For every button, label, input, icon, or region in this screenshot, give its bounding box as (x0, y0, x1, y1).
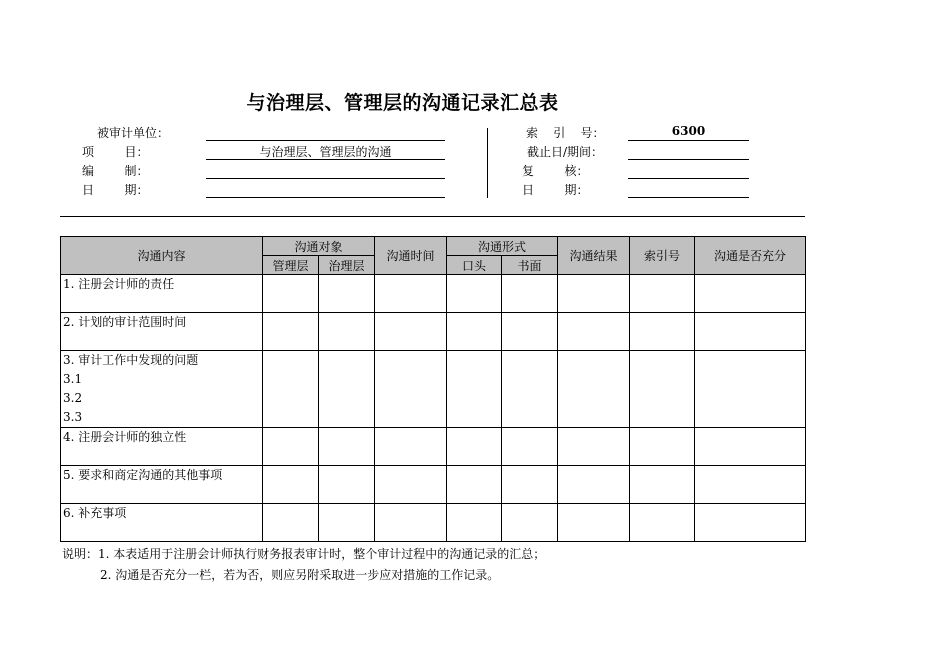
note-line-2: 2. 沟通是否充分一栏，若为否，则应另附采取进一步应对措施的工作记录。 (100, 568, 500, 582)
row-content-line: 3.1 (63, 372, 83, 386)
header-line-index (628, 140, 749, 141)
table-cell[interactable] (502, 466, 558, 504)
row-content-line: 3.3 (63, 410, 83, 424)
row-content-line: 3. 审计工作中发现的问题 (63, 353, 199, 367)
table-cell[interactable] (630, 275, 695, 313)
table-cell[interactable] (502, 351, 558, 428)
header-line-auditee (206, 140, 445, 141)
header-label-date-right: 日 期： (522, 183, 589, 197)
communication-table (60, 236, 806, 542)
table-cell[interactable] (263, 275, 319, 313)
row-content-line: 4. 注册会计师的独立性 (63, 430, 187, 444)
table-cell[interactable] (319, 466, 375, 504)
table-cell[interactable] (502, 313, 558, 351)
table-cell[interactable] (558, 504, 630, 542)
table-cell[interactable] (558, 275, 630, 313)
table-cell[interactable] (558, 313, 630, 351)
col-header-oral: 口头 (447, 256, 502, 275)
header-label-date-left: 日 期： (82, 183, 149, 197)
col-header-governance: 治理层 (319, 256, 375, 275)
note-line-1: 说明：1. 本表适用于注册会计师执行财务报表审计时，整个审计过程中的沟通记录的汇总； (62, 547, 546, 561)
table-cell[interactable] (630, 466, 695, 504)
table-cell[interactable] (263, 351, 319, 428)
table-cell[interactable] (695, 275, 806, 313)
table-cell[interactable] (695, 428, 806, 466)
table-cell[interactable] (375, 428, 447, 466)
table-cell[interactable] (630, 351, 695, 428)
row-content-cell (61, 428, 263, 466)
table-cell[interactable] (447, 351, 502, 428)
table-cell[interactable] (447, 428, 502, 466)
table-row (61, 466, 806, 504)
table-cell[interactable] (695, 351, 806, 428)
page-title: 与治理层、管理层的沟通记录汇总表 (246, 92, 559, 114)
table-cell[interactable] (558, 428, 630, 466)
row-content-cell (61, 466, 263, 504)
row-content-line: 5. 要求和商定沟通的其他事项 (63, 468, 223, 482)
col-header-adequate: 沟通是否充分 (695, 237, 806, 275)
header-line-period (628, 159, 749, 160)
col-header-index: 索引号 (630, 237, 695, 275)
table-row (61, 275, 806, 313)
header-label-index: 索 引 号： (526, 126, 605, 140)
row-content-cell (61, 275, 263, 313)
row-content-line: 3.2 (63, 391, 83, 405)
table-row (61, 351, 806, 428)
table-cell[interactable] (558, 466, 630, 504)
header-line-review (628, 178, 749, 179)
section-divider (60, 216, 805, 217)
table-cell[interactable] (319, 428, 375, 466)
col-header-management: 管理层 (263, 256, 319, 275)
col-header-target: 沟通对象 (263, 237, 375, 256)
table-cell[interactable] (319, 351, 375, 428)
table-cell[interactable] (319, 504, 375, 542)
col-header-form: 沟通形式 (447, 237, 558, 256)
header-line-prepared (206, 178, 445, 179)
header-value-project[interactable]: 与治理层、管理层的沟通 (259, 145, 392, 159)
table-cell[interactable] (375, 275, 447, 313)
table-cell[interactable] (375, 313, 447, 351)
row-content-cell (61, 313, 263, 351)
table-cell[interactable] (695, 466, 806, 504)
table-cell[interactable] (502, 275, 558, 313)
table-cell[interactable] (447, 313, 502, 351)
table-row (61, 313, 806, 351)
table-cell[interactable] (695, 504, 806, 542)
table-cell[interactable] (263, 428, 319, 466)
table-cell[interactable] (263, 504, 319, 542)
col-header-written: 书面 (502, 256, 558, 275)
table-row (61, 504, 806, 542)
table-cell[interactable] (447, 466, 502, 504)
table-cell[interactable] (319, 275, 375, 313)
table-cell[interactable] (447, 504, 502, 542)
col-header-result: 沟通结果 (558, 237, 630, 275)
table-cell[interactable] (263, 466, 319, 504)
col-header-content: 沟通内容 (61, 237, 263, 275)
header-line-date-left (206, 197, 445, 198)
table-cell[interactable] (558, 351, 630, 428)
table-cell[interactable] (502, 504, 558, 542)
table-cell[interactable] (630, 313, 695, 351)
table-cell[interactable] (502, 428, 558, 466)
table-cell[interactable] (375, 504, 447, 542)
table-cell[interactable] (375, 466, 447, 504)
header-label-auditee: 被审计单位： (97, 126, 170, 140)
table-cell[interactable] (695, 313, 806, 351)
table-cell[interactable] (630, 504, 695, 542)
header-label-prepared: 编 制： (82, 164, 149, 178)
table-cell[interactable] (263, 313, 319, 351)
table-cell[interactable] (630, 428, 695, 466)
table-cell[interactable] (319, 313, 375, 351)
row-content-cell (61, 504, 263, 542)
row-content-cell (61, 351, 263, 428)
header-divider (487, 128, 488, 198)
header-label-project: 项 目： (82, 145, 149, 159)
table-cell[interactable] (447, 275, 502, 313)
row-content-line: 2. 计划的审计范围时间 (63, 315, 187, 329)
row-content-line: 6. 补充事项 (63, 506, 127, 520)
table-cell[interactable] (375, 351, 447, 428)
row-content-line: 1. 注册会计师的责任 (63, 277, 175, 291)
header-value-index[interactable]: 6300 (671, 124, 706, 138)
header-label-review: 复 核： (522, 164, 589, 178)
header-line-date-right (628, 197, 749, 198)
table-row (61, 428, 806, 466)
col-header-time: 沟通时间 (375, 237, 447, 275)
header-label-period: 截止日/期间： (527, 145, 604, 159)
